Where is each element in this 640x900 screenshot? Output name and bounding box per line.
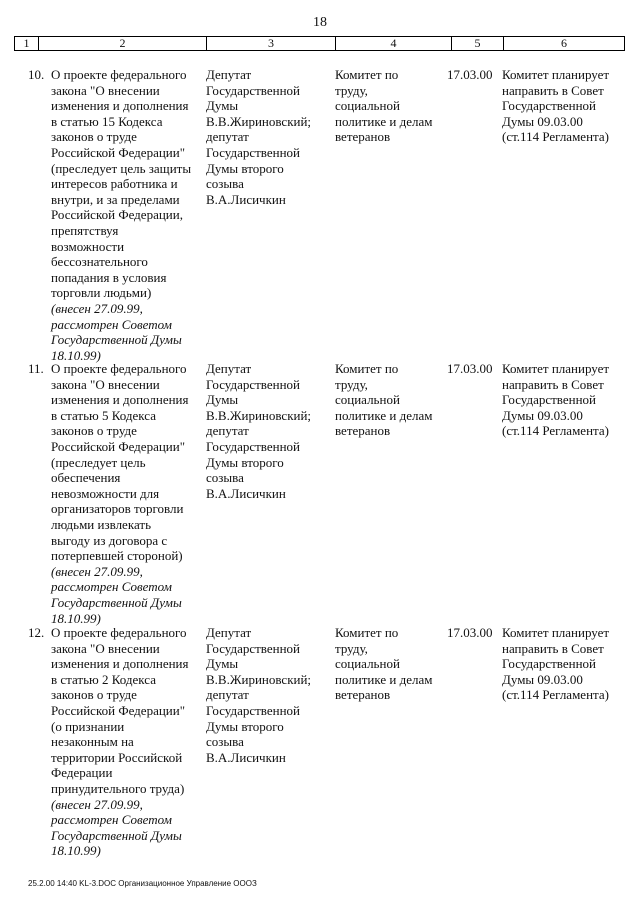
text-line: Российской Федерации" xyxy=(51,144,186,160)
text-line: (ст.114 Регламента) xyxy=(502,687,609,703)
text-line: интересов работника и xyxy=(51,176,178,192)
column-number: 2 xyxy=(38,37,206,50)
text-line: В.В.Жириновский; xyxy=(206,671,312,687)
text-line: В.А.Лисичкин xyxy=(206,749,286,765)
status-line: Государственной Думы xyxy=(51,332,182,348)
text-line: В.А.Лисичкин xyxy=(206,485,286,501)
status-line: (внесен 27.09.99, xyxy=(51,796,143,812)
bill-title xyxy=(51,67,201,363)
text-line: Комитет по xyxy=(335,361,399,376)
text-line: закона "О внесении xyxy=(51,376,160,392)
text-line: Думы 09.03.00 xyxy=(502,407,583,423)
text-line: Думы xyxy=(206,392,239,408)
text-line: законов о труде xyxy=(51,129,137,145)
text-line: изменения и дополнения xyxy=(51,656,189,672)
text-line: (преследует цель защиты xyxy=(51,160,192,176)
review-date: 17.03.00 xyxy=(447,67,493,82)
bill-authors xyxy=(206,67,331,207)
text-line: внутри, и за пределами xyxy=(51,191,180,207)
text-line: в статью 5 Кодекса xyxy=(51,407,156,423)
text-line: Российской Федерации" xyxy=(51,702,186,718)
column-number: 5 xyxy=(451,37,503,50)
text-line: Комитет планирует xyxy=(502,361,610,376)
text-line: Государственной xyxy=(206,82,301,98)
text-line: (ст.114 Регламента) xyxy=(502,423,609,439)
text-line: депутат xyxy=(206,129,249,145)
text-line: (ст.114 Регламента) xyxy=(502,129,609,145)
text-line: политике и делам xyxy=(335,671,433,687)
text-line: Государственной xyxy=(206,376,301,392)
text-line: Государственной xyxy=(206,144,301,160)
text-line: законов о труде xyxy=(51,423,137,439)
text-line: политике и делам xyxy=(335,407,433,423)
column-number: 4 xyxy=(335,37,451,50)
text-line: Думы 09.03.00 xyxy=(502,113,583,129)
text-line: Думы xyxy=(206,98,239,114)
text-line: депутат xyxy=(206,687,249,703)
text-line: ветеранов xyxy=(335,687,391,703)
text-line: Государственной xyxy=(502,392,597,408)
text-line: в статью 15 Кодекса xyxy=(51,113,163,129)
text-line: направить в Совет xyxy=(502,376,604,392)
column-number: 1 xyxy=(23,36,30,50)
text-line: ветеранов xyxy=(335,129,391,145)
status-line: 18.10.99) xyxy=(51,347,101,363)
text-line: созыва xyxy=(206,734,244,750)
status-line: (внесен 27.09.99, xyxy=(51,563,143,579)
text-line: созыва xyxy=(206,470,244,486)
text-line: Российской Федерации" xyxy=(51,438,186,454)
text-line: обеспечения xyxy=(51,470,121,486)
text-line: выгоду из договора с xyxy=(51,532,168,548)
text-line: Государственной xyxy=(502,656,597,672)
text-line: Комитет по xyxy=(335,625,399,640)
committee-note xyxy=(502,361,627,439)
text-line: принудительного труда) xyxy=(51,780,185,796)
text-line: Комитет планирует xyxy=(502,67,610,82)
text-line: закона "О внесении xyxy=(51,640,160,656)
text-line: направить в Совет xyxy=(502,640,604,656)
responsible-committee xyxy=(335,67,447,145)
text-line: незаконным на xyxy=(51,734,134,750)
text-line: Думы 09.03.00 xyxy=(502,671,583,687)
status-line: 18.10.99) xyxy=(51,610,101,626)
row-number: 10. xyxy=(28,67,45,82)
text-line: бессознательного xyxy=(51,254,148,270)
text-line: труду, xyxy=(335,640,368,656)
review-date: 17.03.00 xyxy=(447,361,493,376)
text-line: Государственной xyxy=(206,702,301,718)
text-line: изменения и дополнения xyxy=(51,98,189,114)
text-line: Государственной xyxy=(206,640,301,656)
text-line: труду, xyxy=(335,376,368,392)
text-line: депутат xyxy=(206,423,249,439)
status-line: 18.10.99) xyxy=(51,843,101,859)
bill-authors xyxy=(206,625,331,765)
text-line: людьми извлекать xyxy=(51,516,151,532)
column-number: 3 xyxy=(206,37,335,50)
text-line: труду, xyxy=(335,82,368,98)
bill-title xyxy=(51,361,201,626)
status-line: (внесен 27.09.99, xyxy=(51,300,143,316)
text-line: В.В.Жириновский; xyxy=(206,113,312,129)
status-line: рассмотрен Советом xyxy=(51,316,172,332)
text-line: территории Российской xyxy=(51,749,183,765)
text-line: О проекте федерального xyxy=(51,625,187,640)
text-line: созыва xyxy=(206,176,244,192)
text-line: О проекте федерального xyxy=(51,67,187,82)
text-line: невозможности для xyxy=(51,485,160,501)
committee-note xyxy=(502,67,627,145)
text-line: Депутат xyxy=(206,625,252,640)
text-line: (преследует цель xyxy=(51,454,146,470)
text-line: Комитет по xyxy=(335,67,399,82)
text-line: возможности xyxy=(51,238,125,254)
text-line: закона "О внесении xyxy=(51,82,160,98)
status-line: Государственной Думы xyxy=(51,827,182,843)
row-number: 11. xyxy=(28,361,44,376)
text-line: В.В.Жириновский; xyxy=(206,407,312,423)
status-line: рассмотрен Советом xyxy=(51,812,172,828)
text-line: политике и делам xyxy=(335,113,433,129)
text-line: О проекте федерального xyxy=(51,361,187,376)
text-line: (о признании xyxy=(51,718,125,734)
text-line: социальной xyxy=(335,656,400,672)
text-line: Думы второго xyxy=(206,160,284,176)
document-footer: 25.2.00 14:40 KL-3.DOC Организационное Управление ОООЗ xyxy=(28,879,257,888)
text-line: Государственной xyxy=(206,438,301,454)
text-line: Депутат xyxy=(206,361,252,376)
text-line: Федерации xyxy=(51,765,113,781)
responsible-committee xyxy=(335,361,447,439)
text-line: попадания в условия xyxy=(51,269,167,285)
text-line: Комитет планирует xyxy=(502,625,610,640)
text-line: социальной xyxy=(335,392,400,408)
row-number: 12. xyxy=(28,625,45,640)
text-line: Думы второго xyxy=(206,454,284,470)
bill-title xyxy=(51,625,201,859)
page-number: 18 xyxy=(313,15,327,30)
bill-authors xyxy=(206,361,331,501)
status-line: Государственной Думы xyxy=(51,594,182,610)
column-number-header xyxy=(14,36,625,51)
text-line: социальной xyxy=(335,98,400,114)
responsible-committee xyxy=(335,625,447,703)
text-line: законов о труде xyxy=(51,687,137,703)
text-line: Думы второго xyxy=(206,718,284,734)
column-number: 6 xyxy=(503,37,624,50)
text-line: изменения и дополнения xyxy=(51,392,189,408)
text-line: в статью 2 Кодекса xyxy=(51,671,156,687)
text-line: потерпевшей стороной) xyxy=(51,548,183,564)
text-line: Государственной xyxy=(502,98,597,114)
text-line: организаторов торговли xyxy=(51,501,184,517)
text-line: В.А.Лисичкин xyxy=(206,191,286,207)
review-date: 17.03.00 xyxy=(447,625,493,640)
committee-note xyxy=(502,625,627,703)
text-line: препятствуя xyxy=(51,222,119,238)
text-line: направить в Совет xyxy=(502,82,604,98)
text-line: Депутат xyxy=(206,67,252,82)
text-line: Думы xyxy=(206,656,239,672)
text-line: ветеранов xyxy=(335,423,391,439)
status-line: рассмотрен Советом xyxy=(51,579,172,595)
text-line: Российской Федерации, xyxy=(51,207,183,223)
text-line: торговли людьми) xyxy=(51,285,152,301)
